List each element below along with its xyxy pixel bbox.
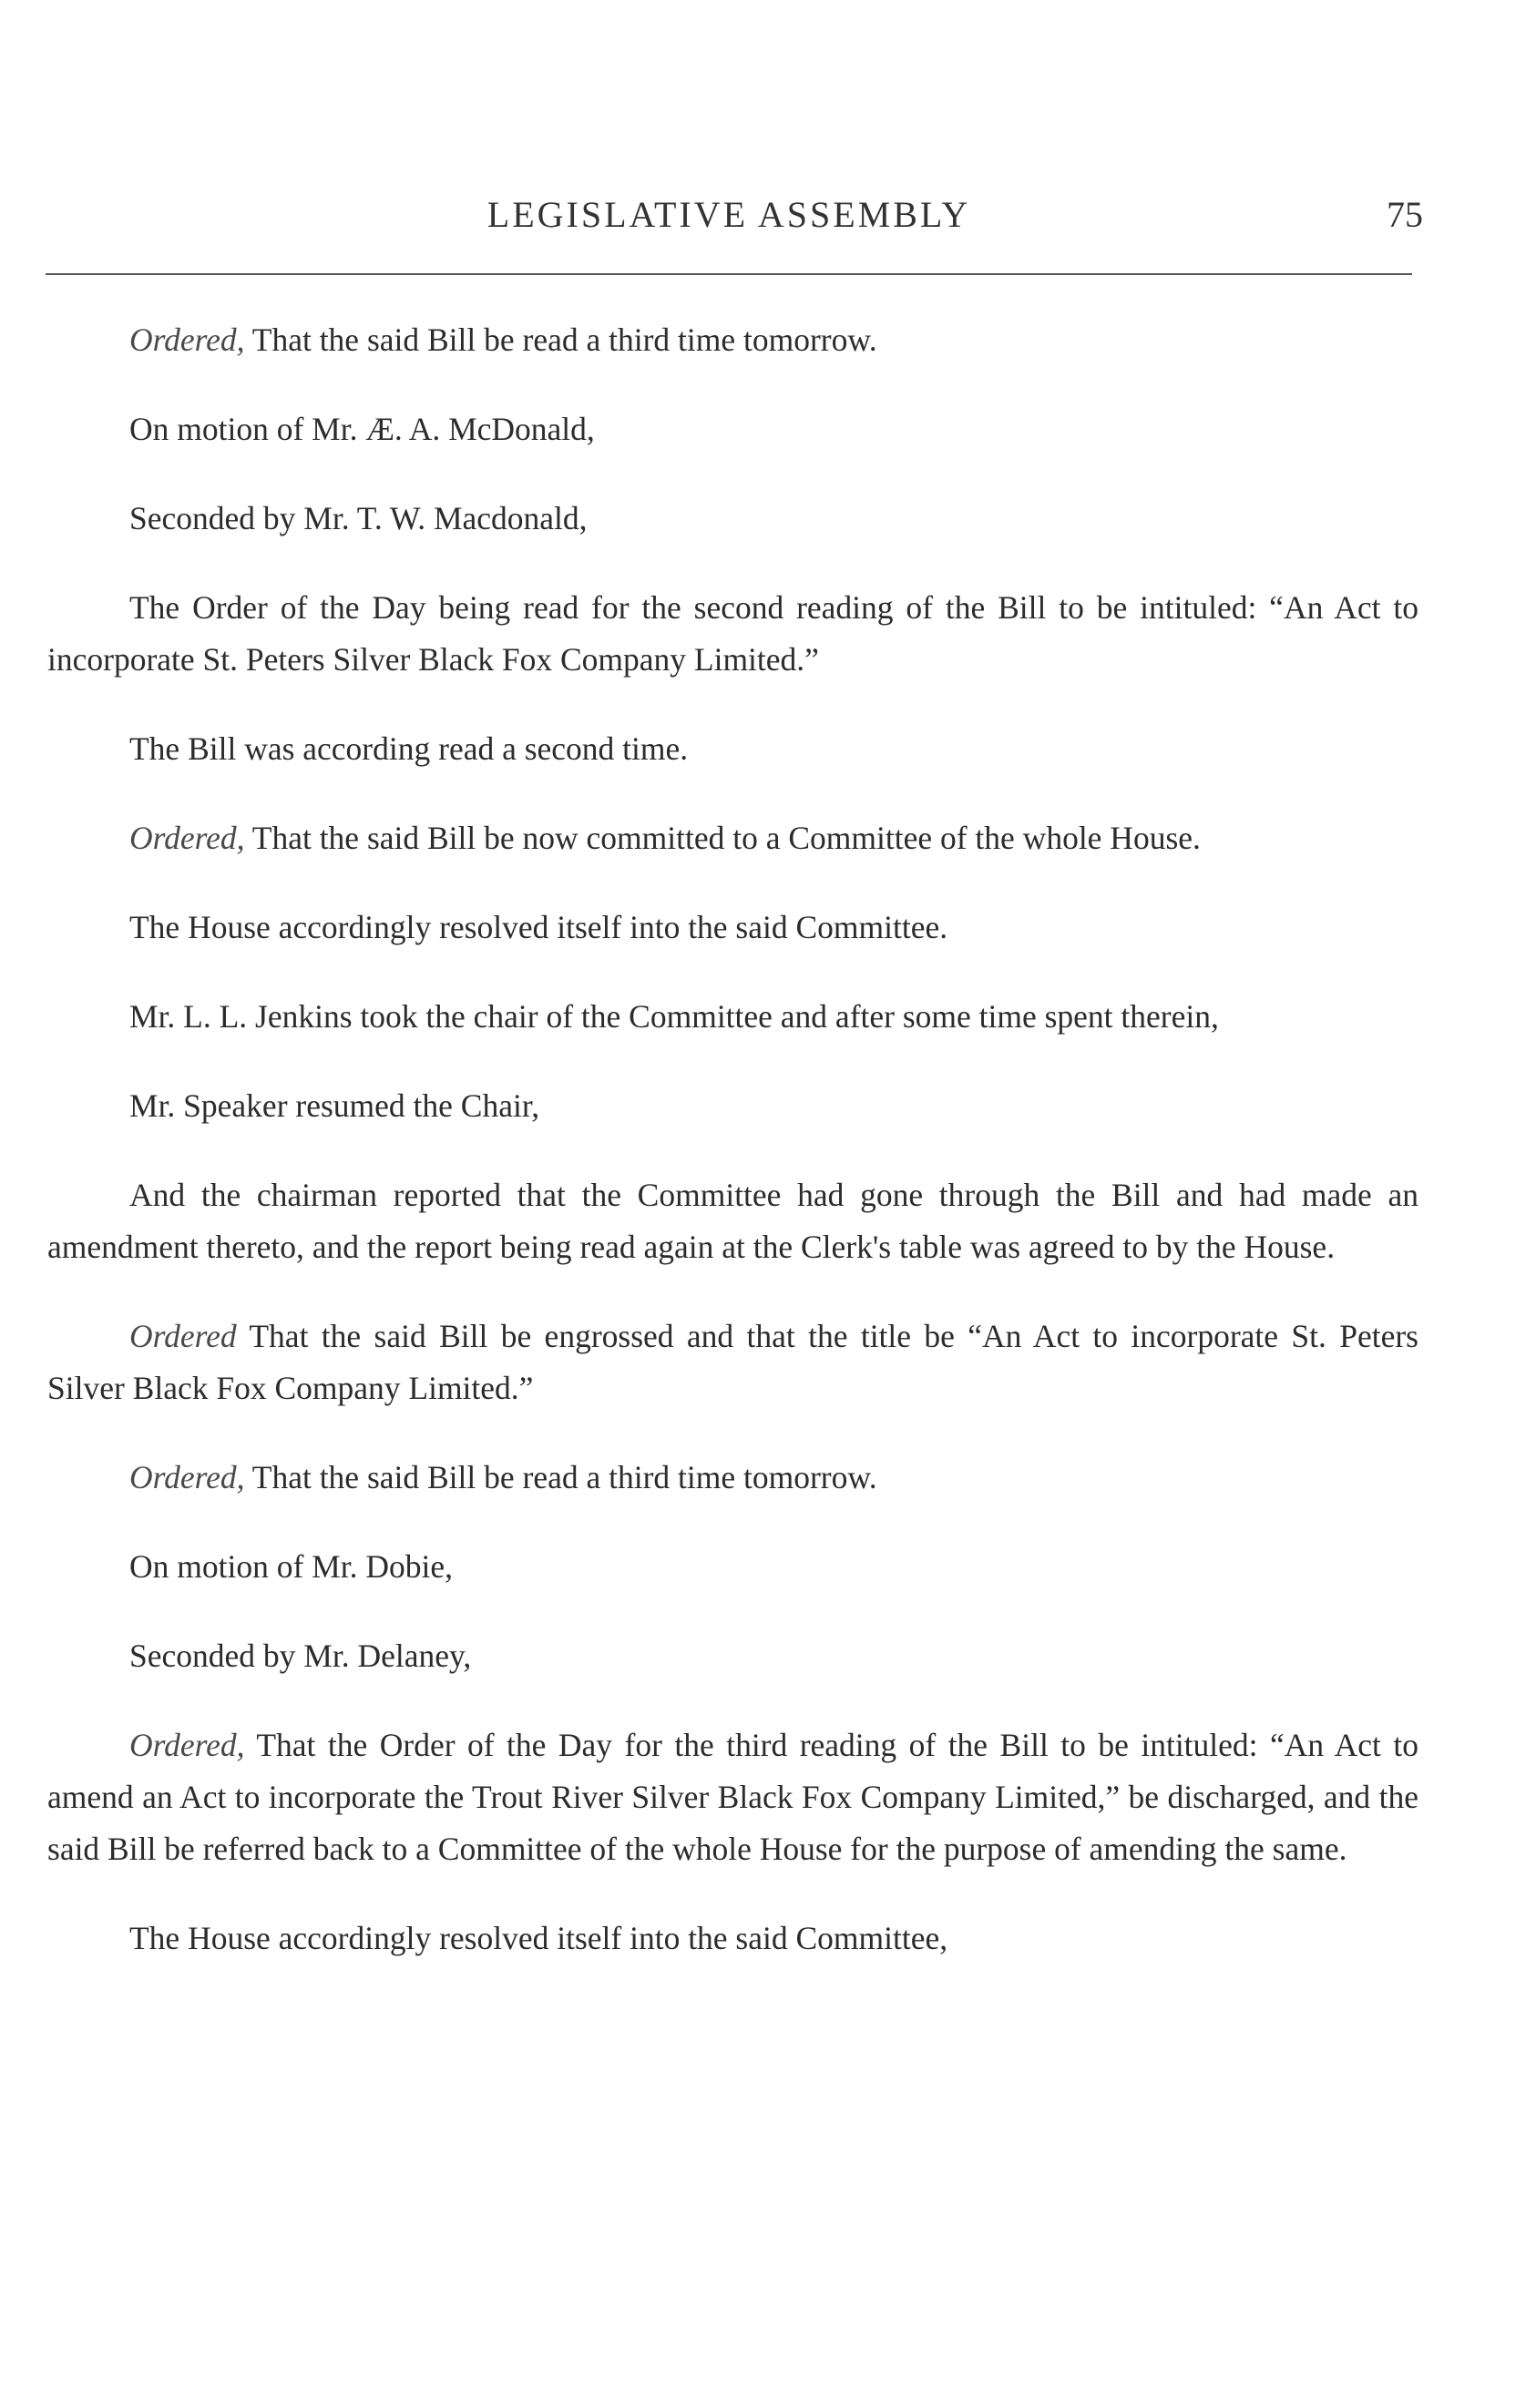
paragraph-text: The House accordingly resolved itself into the said Committee, — [129, 1920, 948, 1956]
header-rule — [46, 273, 1412, 275]
paragraph — [47, 1541, 1418, 1593]
paragraph-text: The Order of the Day being read for the second reading of the Bill to be intituled: “An Act to incorporate St. Peters Silver Black Fox Company Limited.” — [47, 589, 1418, 678]
paragraph — [47, 812, 1418, 864]
paragraph-text: That the said Bill be now committed to a Committee of the whole House. — [244, 820, 1201, 856]
paragraph — [47, 1080, 1418, 1132]
paragraph-lead: Ordered, — [129, 321, 245, 358]
paragraph-text: Seconded by Mr. Delaney, — [129, 1638, 472, 1674]
paragraph — [47, 1311, 1418, 1414]
paragraph — [47, 1913, 1418, 1964]
paragraph — [47, 1630, 1418, 1682]
page-number: 75 — [1387, 194, 1423, 235]
paragraph — [47, 314, 1418, 366]
paragraph-text: Mr. L. L. Jenkins took the chair of the Committee and after some time spent therein, — [129, 998, 1219, 1035]
paragraph-text: That the said Bill be engrossed and that the title be “An Act to incorporate St. Peters Silver Black Fox Company Limited.” — [47, 1318, 1418, 1406]
paragraph-text: The Bill was according read a second time. — [129, 730, 689, 767]
paragraph-text: On motion of Mr. Æ. A. McDonald, — [129, 411, 595, 447]
paragraph-lead: Ordered, — [129, 1727, 245, 1763]
paragraph-text: That the said Bill be read a third time tomorrow. — [244, 321, 877, 358]
running-head: LEGISLATIVE ASSEMBLY — [486, 194, 971, 235]
paragraph — [47, 493, 1418, 545]
paragraph — [47, 1719, 1418, 1875]
paragraph-text: Mr. Speaker resumed the Chair, — [129, 1087, 540, 1124]
paragraph-text: Seconded by Mr. T. W. Macdonald, — [129, 500, 588, 536]
paragraph — [47, 991, 1418, 1043]
paragraph-text: On motion of Mr. Dobie, — [129, 1548, 453, 1585]
paragraph — [47, 403, 1418, 455]
paragraph — [47, 1169, 1418, 1273]
paragraph-text: And the chairman reported that the Committee had gone through the Bill and had made an amendment thereto, and the report being read again at the Clerk's table was agreed to by the House. — [47, 1177, 1418, 1265]
paragraph — [47, 902, 1418, 954]
paragraph — [47, 1452, 1418, 1504]
paragraph-lead: Ordered, — [129, 820, 245, 856]
paragraph — [47, 582, 1418, 686]
body-text — [47, 314, 1418, 2002]
page-header — [46, 193, 1423, 248]
paragraph-text: The House accordingly resolved itself into the said Committee. — [129, 909, 948, 945]
paragraph-text: That the said Bill be read a third time tomorrow. — [244, 1459, 877, 1495]
paragraph-lead: Ordered — [129, 1318, 237, 1354]
paragraph-text: That the Order of the Day for the third reading of the Bill to be intituled: “An Act to amend an Act to incorporate the Trout River Silver Black Fox Company Limited,” be discharged, and the said Bill be referred back to a Committee of the whole House for the purpose of amending the same. — [47, 1727, 1418, 1867]
paragraph-lead: Ordered, — [129, 1459, 245, 1495]
paragraph — [47, 723, 1418, 775]
